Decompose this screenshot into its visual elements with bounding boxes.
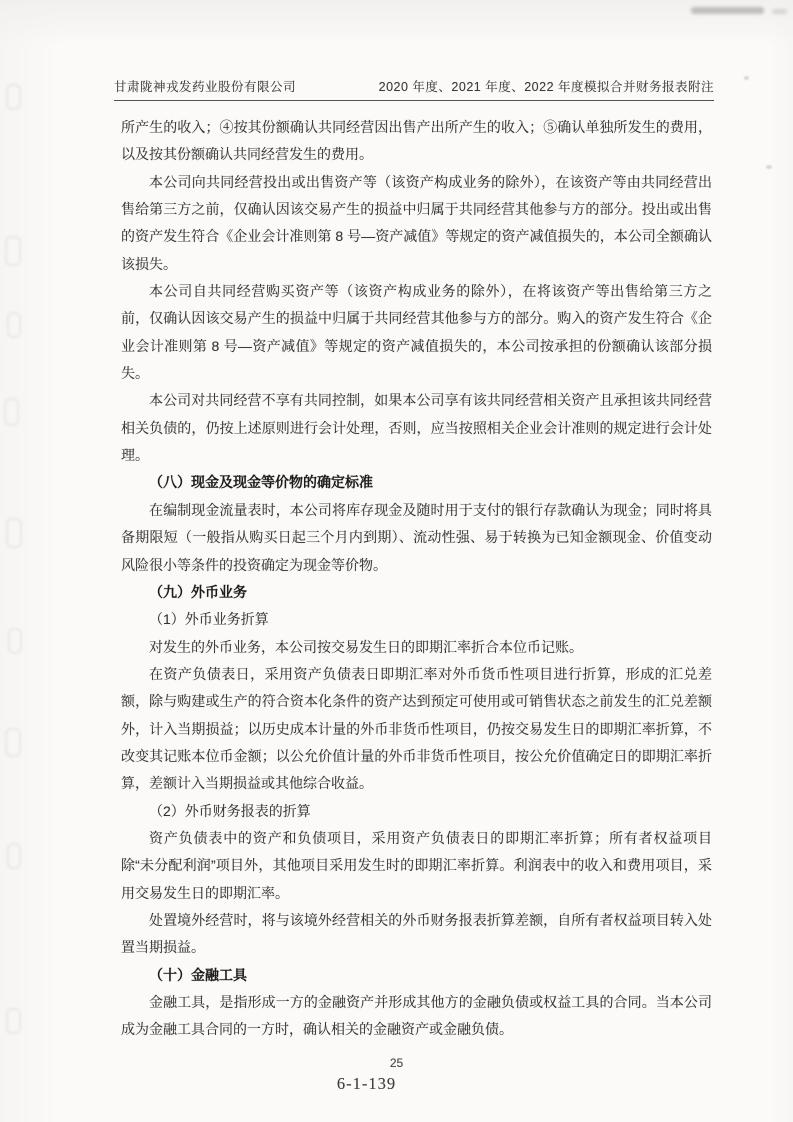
scan-artifact xyxy=(7,312,21,338)
scan-artifact xyxy=(772,9,787,14)
company-name: 甘肃陇神戎发药业股份有限公司 xyxy=(114,80,297,94)
body-paragraph: 本公司向共同经营投出或出售资产等（该资产构成业务的除外），在该资产等由共同经营出售给第三方之前，仅确认因该交易产生的损益中归属于共同经营其他参与方的部分。投出或出售的资产发生符合《企业会计准则第 8 号—资产减值》等规定的资产减值损失的，本公司全额确认该损失。 xyxy=(121,173,712,272)
body-paragraph: 对发生的外币业务，本公司按交易发生日的即期汇率折合本位币记账。 xyxy=(149,638,583,655)
scan-artifact xyxy=(5,236,21,266)
scan-artifact xyxy=(766,165,772,169)
scan-artifact xyxy=(6,1008,21,1034)
scan-artifact xyxy=(8,628,22,654)
body-paragraph: 处置境外经营时，将与该境外经营相关的外币财务报表折算差额，自所有者权益项目转入处置当期损益。 xyxy=(121,911,712,956)
section-heading: （八）现金及现金等价物的确定标准 xyxy=(149,474,373,491)
body-paragraph: 在资产负债表日，采用资产负债表日即期汇率对外币货币性项目进行折算，形成的汇兑差额，除与购建或生产的符合资本化条件的资产达到预定可使用或可销售状态之前发生的汇兑差额外，计入当期损益；以历史成本计量的外币非货币性项目，仍按交易发生日的即期汇率折算，不改变其记账本位币金额；以公允价值计量的外币非货币性项目，按公允价值确定日的即期汇率折算，差额计入当期损益或其他综合收益。 xyxy=(121,665,712,792)
page-header xyxy=(114,77,714,101)
body-paragraph: 本公司自共同经营购买资产等（该资产构成业务的除外），在将该资产等出售给第三方之前，仅确认因该交易产生的损益中归属于共同经营其他参与方的部分。购入的资产发生符合《企业会计准则第 8 号—资产减值》等规定的资产减值损失的，本公司按承担的份额确认该部分损失。 xyxy=(121,283,712,382)
scan-artifact xyxy=(7,843,21,869)
page-number: 25 xyxy=(389,1056,404,1070)
scan-artifact xyxy=(5,728,21,757)
body-paragraph: 金融工具，是指形成一方的金融资产并形成其他方的金融负债或权益工具的合同。当本公司成为金融工具合同的一方时，确认相关的金融资产或金融负债。 xyxy=(121,994,712,1038)
doc-page-number: 6-1-139 xyxy=(336,1074,397,1093)
scan-artifact xyxy=(6,84,21,110)
body-paragraph: 在编制现金流量表时，本公司将库存现金及随时用于支付的银行存款确认为现金；同时将具备期限短（一般指从购买日起三个月内到期）、流动性强、易于转换为已知金额现金、价值变动风险很小等条件的投资确定为现金等价物。 xyxy=(121,501,712,573)
scan-artifact xyxy=(4,398,19,426)
document-body xyxy=(121,114,712,1044)
section-heading: （十）金融工具 xyxy=(149,966,247,983)
sub-section-heading: （1）外币业务折算 xyxy=(149,611,269,628)
body-paragraph: 本公司对共同经营不享有共同控制，如果本公司享有该共同经营相关资产且承担该共同经营相关负债的，仍按上述原则进行会计处理，否则，应当按照相关企业会计准则的规定进行会计处理。 xyxy=(121,392,712,464)
scan-artifact xyxy=(6,518,22,548)
sub-section-heading: （2）外币财务报表的折算 xyxy=(149,802,311,819)
body-paragraph: 资产负债表中的资产和负债项目，采用资产负债表日的即期汇率折算；所有者权益项目除“未分配利润”项目外，其他项目采用发生时的即期汇率折算。利润表中的收入和费用项目，采用交易发生日的即期汇率。 xyxy=(121,829,712,901)
body-paragraph: 所产生的收入；④按其份额确认共同经营因出售产出所产生的收入；⑤确认单独所发生的费用，以及按其份额确认共同经营发生的费用。 xyxy=(121,119,712,163)
report-title: 2020 年度、2021 年度、2022 年度模拟合并财务报表附注 xyxy=(378,80,714,94)
scan-artifact xyxy=(691,7,764,14)
scan-artifact xyxy=(744,76,749,80)
section-heading: （九）外币业务 xyxy=(149,583,247,600)
